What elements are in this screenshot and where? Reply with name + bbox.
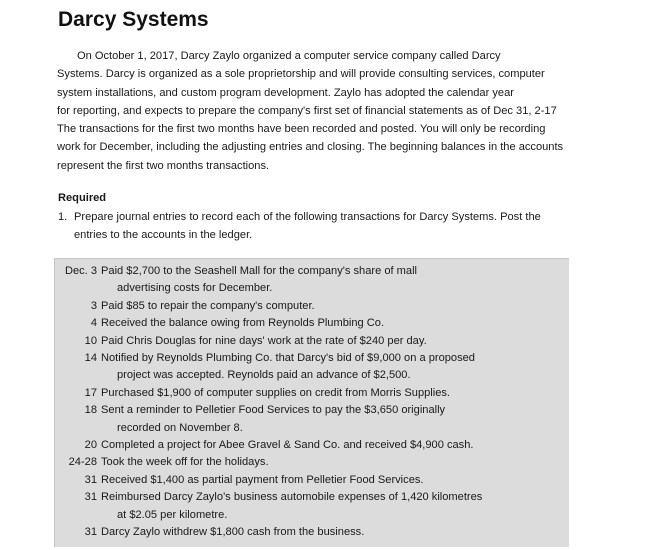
transaction-date: 24-28: [68, 456, 97, 469]
transaction-line: Paid $85 to repair the company's computer.: [101, 299, 315, 312]
transaction-line: Paid $2,700 to the Seashell Mall for the company's share of mall: [101, 265, 417, 277]
transaction-row: [55, 385, 569, 402]
transaction-date: 14: [84, 352, 97, 365]
transaction-line: Took the week off for the holidays.: [101, 456, 269, 469]
transaction-description: [101, 437, 569, 454]
intro-line: system installations, and custom program development. Zaylo has adopted the calendar year: [57, 86, 514, 99]
transaction-line: Received the balance owing from Reynolds Plumbing Co.: [101, 317, 385, 330]
transaction-description: [101, 350, 569, 385]
required-heading: Required: [58, 192, 107, 204]
transaction-line: Darcy Zaylo withdrew $1,800 cash from the business.: [101, 526, 365, 539]
transaction-description: [101, 524, 569, 541]
transactions-list: [55, 263, 569, 542]
intro-paragraph: [57, 47, 617, 175]
transaction-line: Sent a reminder to Pelletier Food Services to pay the $3,650 originally: [101, 404, 446, 417]
transaction-row: [55, 402, 569, 437]
transaction-line: Received $1,400 as partial payment from Pelletier Food Services.: [101, 473, 424, 486]
transaction-row: [55, 298, 569, 315]
transaction-date: 10: [84, 334, 97, 347]
transaction-row: [55, 454, 569, 471]
page-title: Darcy Systems: [58, 8, 209, 31]
transaction-line: Paid Chris Douglas for nine days' work at the rate of $240 per day.: [101, 334, 427, 347]
transaction-line: Purchased $1,900 of computer supplies on credit from Morris Supplies.: [101, 386, 451, 399]
transaction-line: recorded on November 8.: [117, 421, 243, 434]
transaction-description: [101, 402, 569, 437]
required-item-line: entries to the accounts in the ledger.: [74, 229, 253, 242]
transaction-line: Reimbursed Darcy Zaylo's business automobile expenses of 1,420 kilometres: [101, 491, 483, 504]
transaction-description: [101, 263, 569, 298]
transaction-description: [101, 298, 569, 315]
transaction-date: 31: [84, 473, 97, 486]
transaction-date: 17: [84, 386, 97, 399]
transaction-line: Completed a project for Abee Gravel & Sand Co. and received $4,900 cash.: [101, 439, 474, 452]
transaction-description: [101, 489, 569, 524]
transaction-line: Notified by Reynolds Plumbing Co. that Darcy's bid of $9,000 on a proposed: [101, 352, 475, 365]
transaction-description: [101, 333, 569, 350]
transaction-line: project was accepted. Reynolds paid an advance of $2,500.: [117, 369, 411, 382]
transactions-box: [54, 258, 569, 547]
transaction-date: Dec. 3: [64, 265, 97, 277]
intro-line: On October 1, 2017, Darcy Zaylo organized a computer service company called Darcy: [77, 50, 501, 62]
transaction-line: at $2.05 per kilometre.: [117, 508, 228, 521]
required-item: [58, 208, 618, 245]
transaction-row: [55, 350, 569, 385]
transaction-row: [55, 524, 569, 541]
transaction-description: [101, 472, 569, 489]
intro-line: work for December, including the adjusting entries and closing. The beginning balances in the accounts: [57, 141, 564, 154]
transaction-date: 31: [84, 526, 97, 539]
transaction-row: [55, 472, 569, 489]
transaction-date: 18: [84, 404, 97, 417]
transaction-row: [55, 263, 569, 298]
transaction-date: 31: [84, 491, 97, 504]
transaction-row: [55, 489, 569, 524]
required-item-line: Prepare journal entries to record each of the following transactions for Darcy Systems. Post the: [74, 211, 541, 223]
transaction-row: [55, 437, 569, 454]
intro-line: for reporting, and expects to prepare the company's first set of financial statements as of Dec 31, 2-17: [57, 104, 557, 117]
transaction-line: advertising costs for December.: [117, 282, 273, 295]
intro-line: Systems. Darcy is organized as a sole proprietorship and will provide consulting services, computer: [57, 68, 545, 81]
transaction-row: [55, 315, 569, 332]
transaction-date: 4: [90, 317, 97, 330]
required-item-number: 1.: [58, 211, 68, 223]
transaction-date: 3: [90, 299, 97, 312]
transaction-description: [101, 385, 569, 402]
transaction-description: [101, 315, 569, 332]
transaction-row: [55, 333, 569, 350]
intro-line: represent the first two months transactions.: [57, 159, 270, 172]
transaction-description: [101, 454, 569, 471]
transaction-date: 20: [84, 439, 97, 452]
intro-line: The transactions for the first two months have been recorded and posted. You will only be recording: [57, 123, 546, 136]
